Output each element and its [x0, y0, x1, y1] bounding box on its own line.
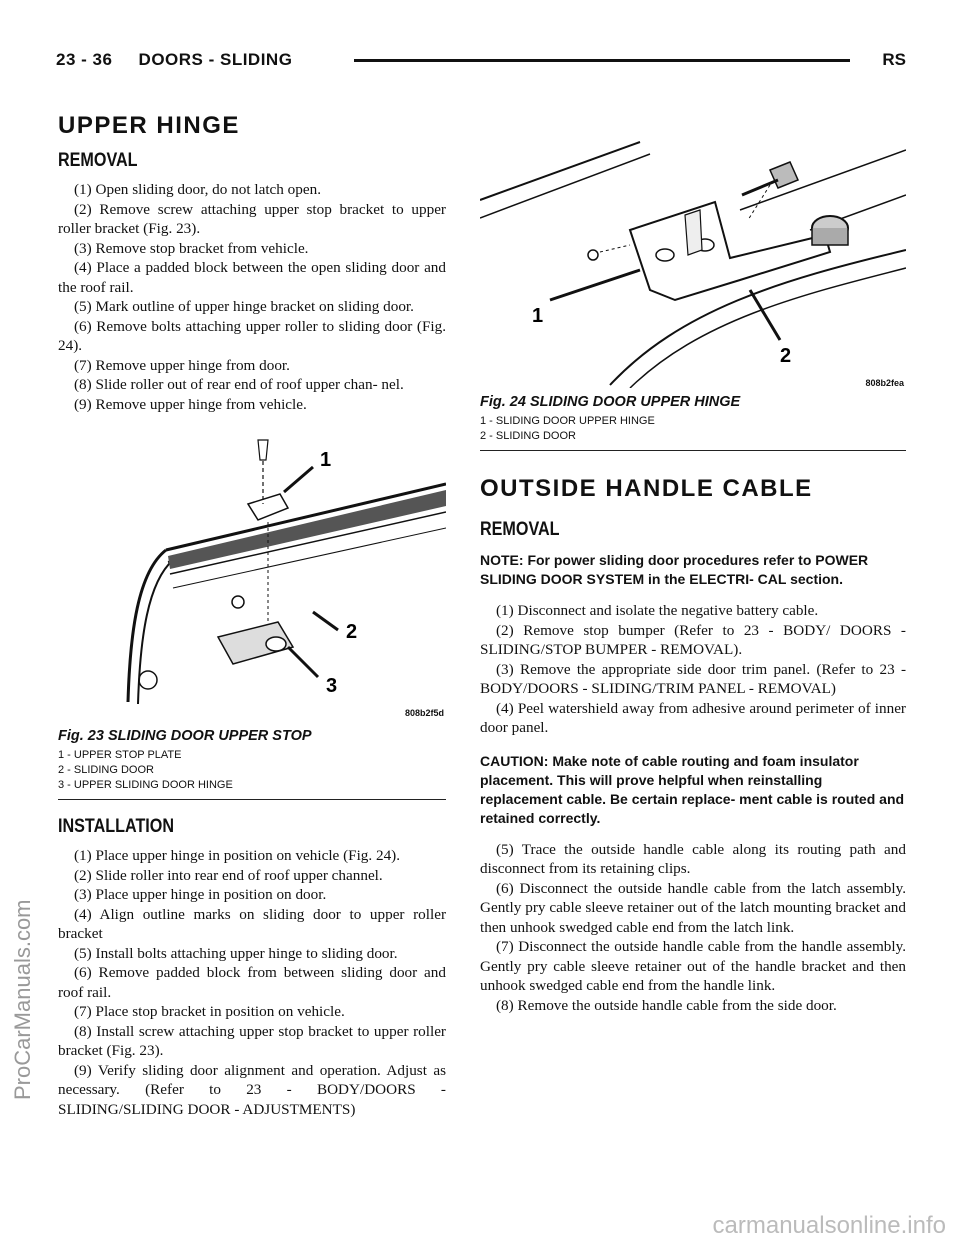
- figure-23-caption: Fig. 23 SLIDING DOOR UPPER STOP: [58, 728, 312, 744]
- step: (7) Disconnect the outside handle cable from the handle assembly. Gently pry cable sleeve retainer out of the handle bracket and then unhook swedged cable end from the handle link.: [480, 938, 906, 994]
- left-column: [58, 100, 446, 1119]
- figure-23-illustration: [58, 432, 446, 722]
- installation-heading: INSTALLATION: [58, 816, 175, 837]
- step: (2) Remove stop bumper (Refer to 23 - BODY/ DOORS - SLIDING/STOP BUMPER - REMOVAL).: [480, 621, 906, 658]
- legend-item: 2 - SLIDING DOOR: [58, 764, 154, 776]
- legend-item: 1 - UPPER STOP PLATE: [58, 749, 182, 761]
- figure-23-code: 808b2f5d: [404, 708, 444, 718]
- right-column: [480, 140, 906, 1015]
- step: (2) Slide roller into rear end of roof upper channel.: [74, 866, 383, 884]
- removal-steps-a: [480, 601, 906, 738]
- legend-item: 3 - UPPER SLIDING DOOR HINGE: [58, 779, 233, 791]
- figure-24-code: 808b2fea: [865, 378, 904, 388]
- header-rule: [354, 59, 850, 62]
- bottom-watermark: carmanualsonline.info: [712, 1212, 946, 1239]
- installation-steps: [58, 846, 446, 1119]
- step: (1) Open sliding door, do not latch open.: [74, 181, 321, 198]
- step: (6) Disconnect the outside handle cable from the latch assembly. Gently pry cable sleeve retainer out of the latch mounting bracket and then unhook swedged cable end from the latch link.: [480, 879, 906, 936]
- figure-24-caption: Fig. 24 SLIDING DOOR UPPER HINGE: [480, 394, 741, 410]
- step: (3) Remove stop bracket from vehicle.: [74, 239, 309, 257]
- figure-23-legend: [58, 748, 446, 793]
- step: (3) Remove the appropriate side door trim panel. (Refer to 23 - BODY/DOORS - SLIDING/TRIM PANEL - REMOVAL): [480, 660, 906, 697]
- figure-24: [480, 140, 906, 388]
- figure-24-legend: [480, 414, 906, 444]
- step: (9) Verify sliding door alignment and operation. Adjust as necessary. (Refer to 23 - BODY/DOORS - SLIDING/SLIDING DOOR - ADJUSTMENTS): [58, 1061, 446, 1118]
- step: (2) Remove screw attaching upper stop bracket to upper roller bracket (Fig. 23).: [58, 200, 446, 237]
- header-manual-code: RS: [882, 50, 906, 69]
- legend-item: 2 - SLIDING DOOR: [480, 430, 576, 442]
- step: (7) Place stop bracket in position on vehicle.: [74, 1003, 345, 1020]
- header-section-title: 23 - 36 DOORS - SLIDING: [56, 50, 293, 69]
- removal-steps: [58, 180, 446, 414]
- step: (5) Mark outline of upper hinge bracket on sliding door.: [74, 298, 414, 315]
- step: (1) Place upper hinge in position on vehicle (Fig. 24).: [74, 847, 401, 864]
- legend-item: 1 - SLIDING DOOR UPPER HINGE: [480, 415, 655, 427]
- callout-2: 2: [780, 345, 792, 367]
- step: (7) Remove upper hinge from door.: [74, 356, 290, 374]
- upper-hinge-title: UPPER HINGE: [58, 112, 240, 139]
- page-header: [56, 50, 906, 74]
- step: (6) Remove bolts attaching upper roller to sliding door (Fig. 24).: [58, 317, 446, 354]
- note-text: NOTE: For power sliding door procedures refer to POWER SLIDING DOOR SYSTEM in the ELECTRI- CAL section.: [480, 552, 869, 587]
- step: (5) Trace the outside handle cable along its routing path and disconnect from its retaining clips.: [480, 840, 906, 877]
- step: (4) Place a padded block between the open sliding door and the roof rail.: [58, 259, 446, 296]
- removal-steps-b: [480, 840, 906, 1016]
- side-watermark: ProCarManuals.com: [10, 899, 35, 1100]
- outside-handle-cable-title: OUTSIDE HANDLE CABLE: [480, 475, 813, 502]
- callout-2: 2: [346, 621, 358, 643]
- step: (8) Slide roller out of rear end of roof upper chan- nel.: [74, 376, 404, 393]
- removal-heading: REMOVAL: [480, 519, 560, 540]
- figure-24-illustration: [480, 140, 906, 388]
- callout-1: 1: [532, 305, 544, 327]
- step: (8) Install screw attaching upper stop bracket to upper roller bracket (Fig. 23).: [58, 1022, 446, 1059]
- caution-text: CAUTION: Make note of cable routing and foam insulator placement. This will prove helpful when reinstalling replacement cable. Be certain replace- ment cable is routed and retained correctly.: [480, 752, 905, 826]
- step: (9) Remove upper hinge from vehicle.: [74, 395, 307, 413]
- figure-23-rule: [58, 799, 446, 800]
- step: (6) Remove padded block from between sliding door and roof rail.: [58, 964, 446, 1001]
- step: (3) Place upper hinge in position on door.: [74, 886, 327, 903]
- removal-heading: REMOVAL: [58, 150, 138, 171]
- figure-23: [58, 432, 446, 722]
- step: (4) Peel watershield away from adhesive around perimeter of inner door panel.: [480, 699, 906, 736]
- step: (5) Install bolts attaching upper hinge to sliding door.: [74, 944, 398, 962]
- callout-3: 3: [326, 675, 338, 697]
- callout-1: 1: [320, 449, 332, 471]
- step: (8) Remove the outside handle cable from the side door.: [496, 996, 837, 1014]
- figure-24-rule: [480, 450, 906, 451]
- step: (1) Disconnect and isolate the negative battery cable.: [496, 602, 819, 619]
- step: (4) Align outline marks on sliding door to upper roller bracket: [58, 905, 446, 942]
